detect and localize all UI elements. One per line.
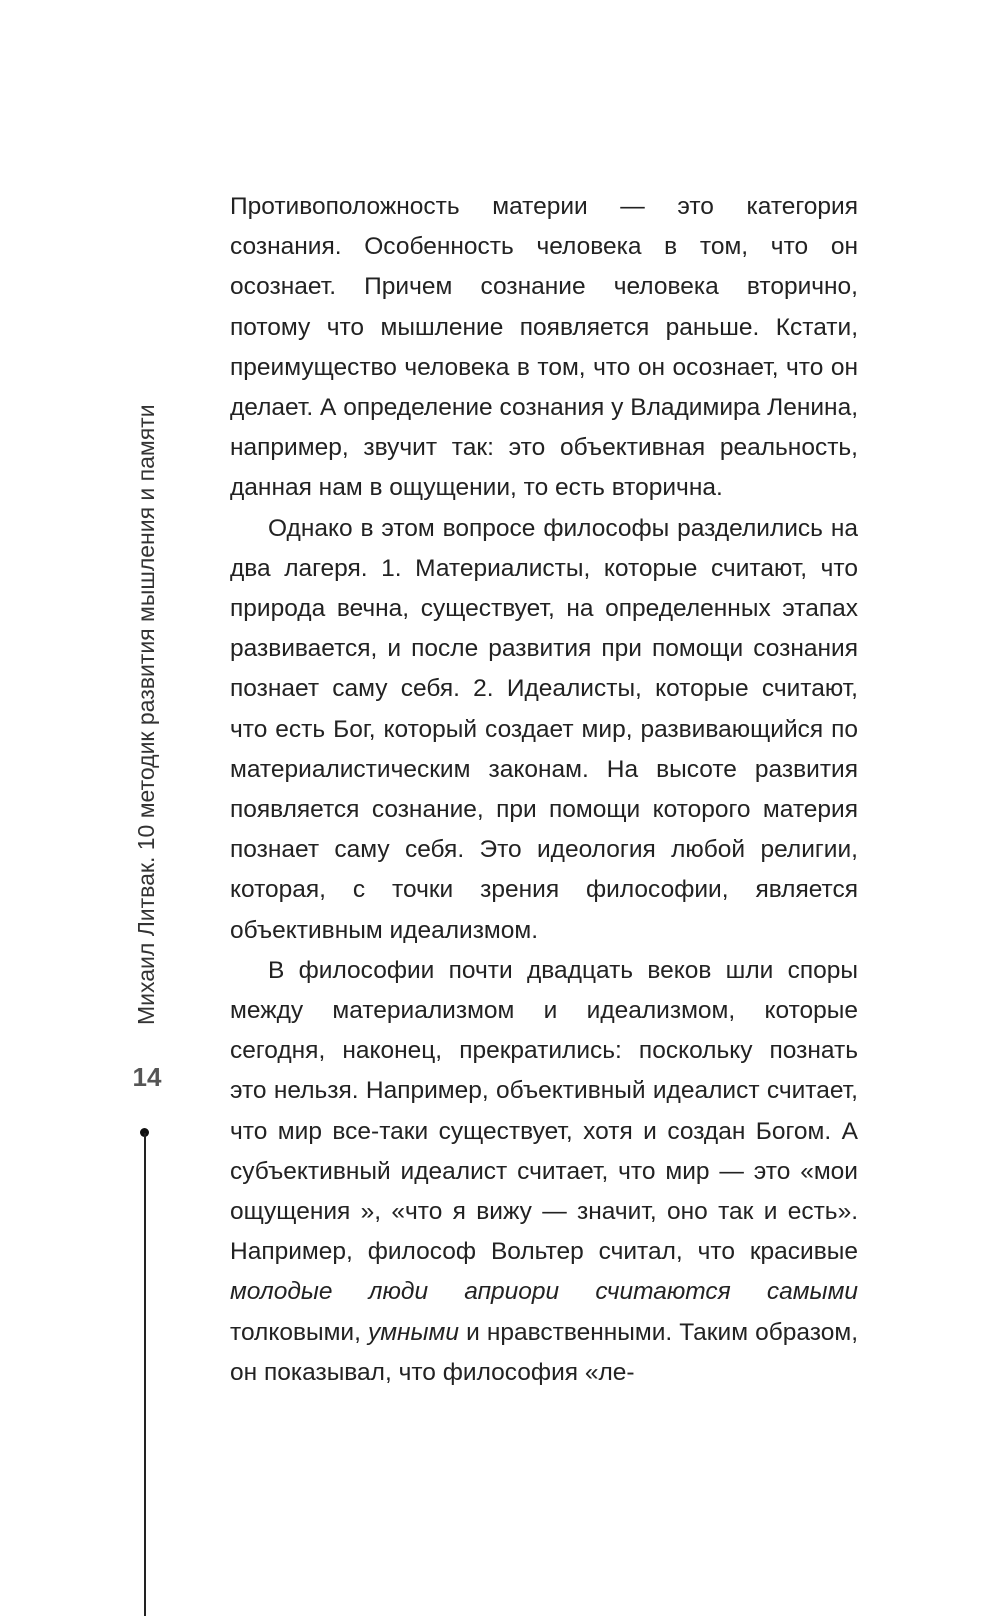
body-text [230, 187, 858, 1393]
margin-rule [144, 1133, 146, 1616]
paragraph-3 [230, 951, 858, 1393]
paragraph-3-italic-1: молодые люди априори считаются самыми [230, 1278, 858, 1306]
paragraph-3-text-1: В философии почти двадцать веков шли споры между материализмом и идеализмом, которые сегодня, наконец, прекратились: поскольку познать это нельзя. Например, объективный идеалист считает, что мир все-таки существует, хотя и создан Богом. А субъективный идеалист считает, что мир — это «мои ощущения », «что я вижу — значит, оно так и есть». Например, философ Вольтер считал, что красивые [230, 956, 858, 1266]
paragraph-3-italic-2: умными [368, 1318, 459, 1346]
running-head: Михаил Литвак. 10 методик развития мышления и памяти [133, 404, 159, 1025]
page-number: 14 [132, 1062, 162, 1092]
paragraph-2: Однако в этом вопросе философы разделились на два лагеря. 1. Материалисты, которые считают, что природа вечна, существует, на определенных этапах развивается, и после развития при помощи сознания познает саму себя. 2. Идеалисты, которые считают, что есть Бог, который создает мир, развивающийся по материалистическим законам. На высоте развития появляется сознание, при помощи которого материя познает саму себя. Это идеология любой религии, которая, с точки зрения философии, является объективным идеализмом. [230, 514, 858, 944]
paragraph-1: Противоположность материи — это категория сознания. Особенность человека в том, что он осознает. Причем сознание человека вторично, потому что мышление появляется раньше. Кстати, преимущество человека в том, что он осознает, что он делает. А определение сознания у Владимира Ленина, например, звучит так: это объективная реальность, данная нам в ощущении, то есть вторична. [230, 193, 858, 502]
paragraph-3-text-3: и нравственными. Таким образом, он показывал, что философия «ле- [230, 1318, 858, 1386]
paragraph-3-text-2: толковыми, [230, 1318, 368, 1346]
